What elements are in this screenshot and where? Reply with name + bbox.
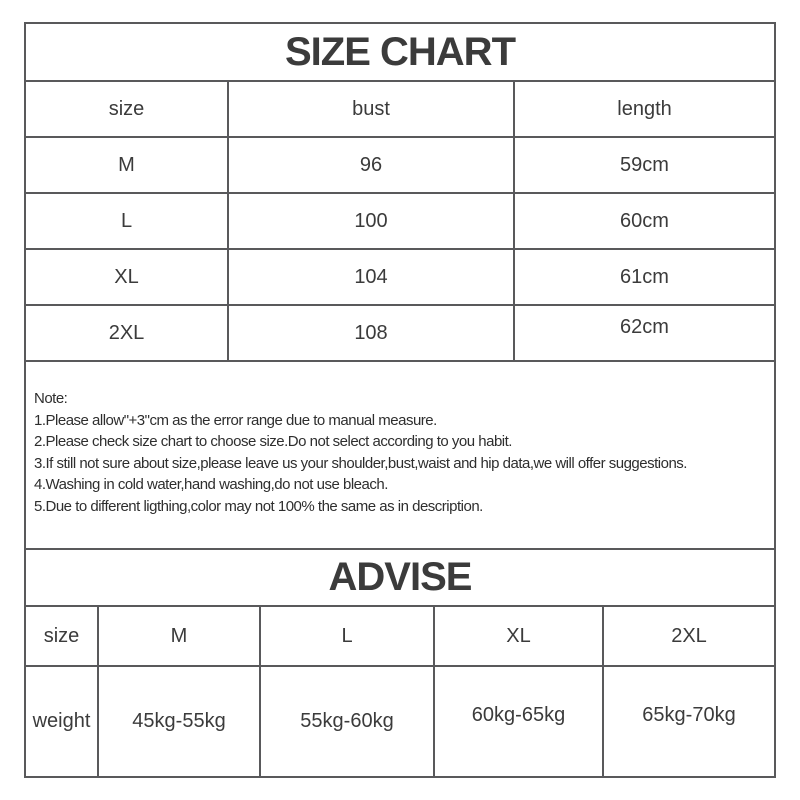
size-chart-title: SIZE CHART	[285, 29, 515, 74]
advise-weight-value	[602, 667, 774, 776]
note-line: 5.Due to different ligthing,color may not 100% the same as in description.	[34, 497, 483, 515]
cell-bust: 104	[227, 250, 513, 304]
note-line: 3.If still not sure about size,please leave us your shoulder,bust,waist and hip data,we will offer suggestions.	[34, 454, 687, 472]
advise-weight-row	[26, 665, 774, 776]
advise-size-value: 2XL	[602, 607, 774, 665]
note-line: 2.Please check size chart to choose size.Do not select according to you habit.	[34, 433, 512, 451]
advise-size-value: XL	[433, 607, 602, 665]
column-header-length: length	[513, 82, 774, 136]
table-row	[26, 136, 774, 192]
cell-bust: 96	[227, 138, 513, 192]
cell-length: 59cm	[513, 138, 774, 192]
size-chart-header-row	[26, 80, 774, 136]
notes-heading: Note:	[34, 390, 68, 407]
cell-length	[513, 306, 774, 360]
advise-weight-value	[433, 667, 602, 776]
column-header-bust: bust	[227, 82, 513, 136]
cell-length: 61cm	[513, 250, 774, 304]
advise-size-label: size	[43, 624, 80, 647]
note-line: 1.Please allow"+3"cm as the error range due to manual measure.	[34, 411, 437, 429]
cell-size: XL	[114, 265, 139, 288]
advise-weight-text: 60kg-65kg	[471, 704, 566, 726]
advise-weight-label: weight	[32, 710, 91, 732]
advise-weight-text: 65kg-70kg	[642, 704, 736, 726]
advise-weight-value: 55kg-60kg	[259, 667, 433, 776]
column-header-size: size	[108, 97, 145, 120]
cell-size: M	[118, 153, 135, 176]
note-line: 4.Washing in cold water,hand washing,do not use bleach.	[34, 476, 388, 494]
advise-title: ADVISE	[26, 548, 774, 605]
cell-bust: 100	[227, 194, 513, 248]
size-chart-sheet	[24, 22, 776, 778]
table-row	[26, 304, 774, 360]
cell-size: L	[120, 209, 133, 232]
cell-bust: 108	[227, 306, 513, 360]
table-row	[26, 192, 774, 248]
cell-length-text: 62cm	[620, 315, 669, 338]
advise-size-value: M	[97, 607, 259, 665]
cell-length: 60cm	[513, 194, 774, 248]
advise-weight-value: 45kg-55kg	[97, 667, 259, 776]
cell-size: 2XL	[108, 321, 145, 344]
table-row	[26, 248, 774, 304]
advise-size-row	[26, 605, 774, 665]
advise-size-value: L	[259, 607, 433, 665]
notes-block	[26, 360, 774, 548]
